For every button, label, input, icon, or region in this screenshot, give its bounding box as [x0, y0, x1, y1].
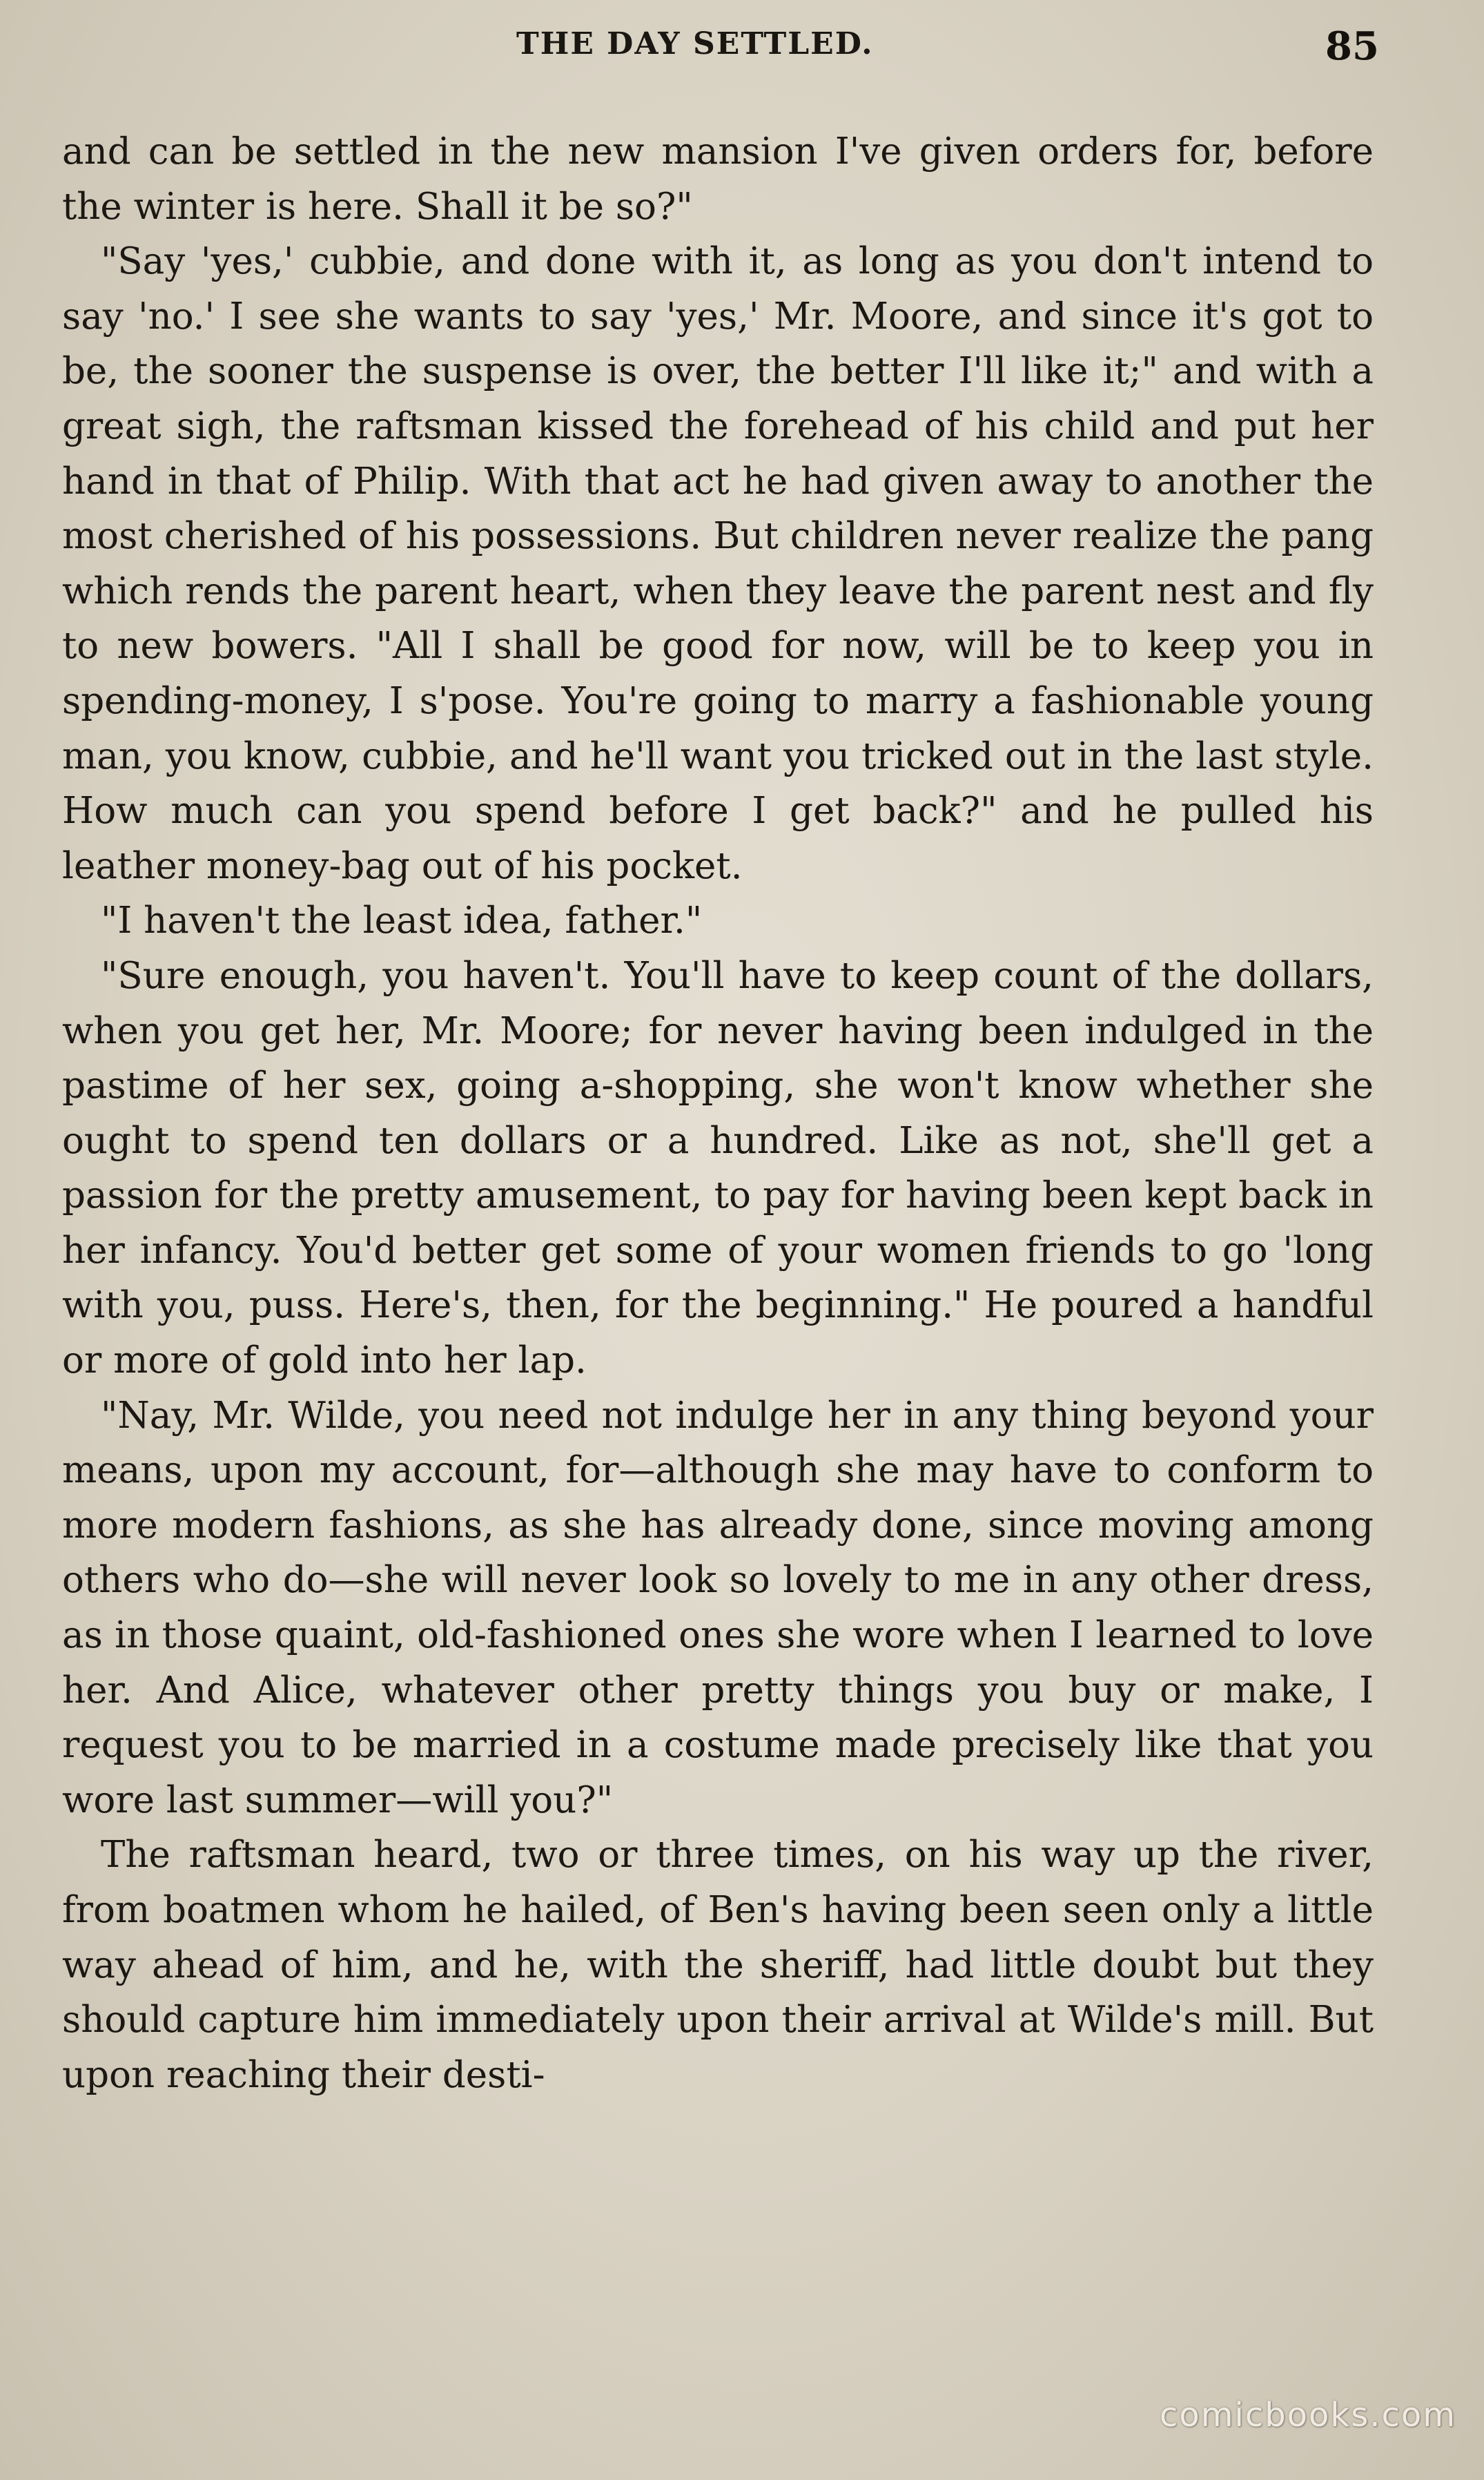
- running-title: THE DAY SETTLED.: [516, 26, 874, 61]
- paragraph: "Nay, Mr. Wilde, you need not indulge her in any thing beyond your means, upon my account, for—although she may have to conform to more modern fashions, as she has already done, since moving among others who do—she will never look so lovely to me in any other dress, as in those quaint, old-fashioned ones she wore when I learned to love her. And Alice, whatever other pretty things you buy or make, I request you to be married in a costume made precisely like that you wore last summer—will you?": [62, 1394, 1374, 1821]
- paragraph: The raftsman heard, two or three times, on his way up the river, from boatmen whom he hailed, of Ben's having been seen only a little way ahead of him, and he, with the sheriff, had little doubt but they should capture him immediately upon their arrival at Wilde's mill. But upon reaching their desti-: [62, 1834, 1374, 2096]
- paragraph-continued: and can be settled in the new mansion I've given orders for, before the winter is here. Shall it be so?": [62, 130, 1374, 228]
- paragraph: "Sure enough, you haven't. You'll have to keep count of the dollars, when you get her, Mr. Moore; for never having been indulged in the pastime of her sex, going a-shopping, she won't know whether she ought to spend ten dollars or a hundred. Like as not, she'll get a passion for the pretty amusement, to pay for having been kept back in her infancy. You'd better get some of your women friends to go 'long with you, puss. Here's, then, for the beginning." He poured a handful or more of gold into her lap.: [62, 954, 1374, 1382]
- page-number: 85: [1325, 23, 1379, 69]
- body-text: [62, 124, 1374, 2102]
- paragraph: "Say 'yes,' cubbie, and done with it, as long as you don't intend to say 'no.' I see she wants to say 'yes,' Mr. Moore, and since it's got to be, the sooner the suspense is over, the better I'll like it;" and with a great sigh, the raftsman kissed the forehead of his child and put her hand in that of Philip. With that act he had given away to another the most cherished of his possessions. But children never realize the pang which rends the parent heart, when they leave the parent nest and fly to new bowers. "All I shall be good for now, will be to keep you in spending-money, I s'pose. You're going to marry a fashionable young man, you know, cubbie, and he'll want you tricked out in the last style. How much can you spend before I get back?" and he pulled his leather money-bag out of his pocket.: [62, 240, 1374, 887]
- watermark: comicbooks.com: [1159, 2396, 1456, 2434]
- running-head: [0, 23, 1484, 75]
- paragraph: "I haven't the least idea, father.": [101, 900, 703, 942]
